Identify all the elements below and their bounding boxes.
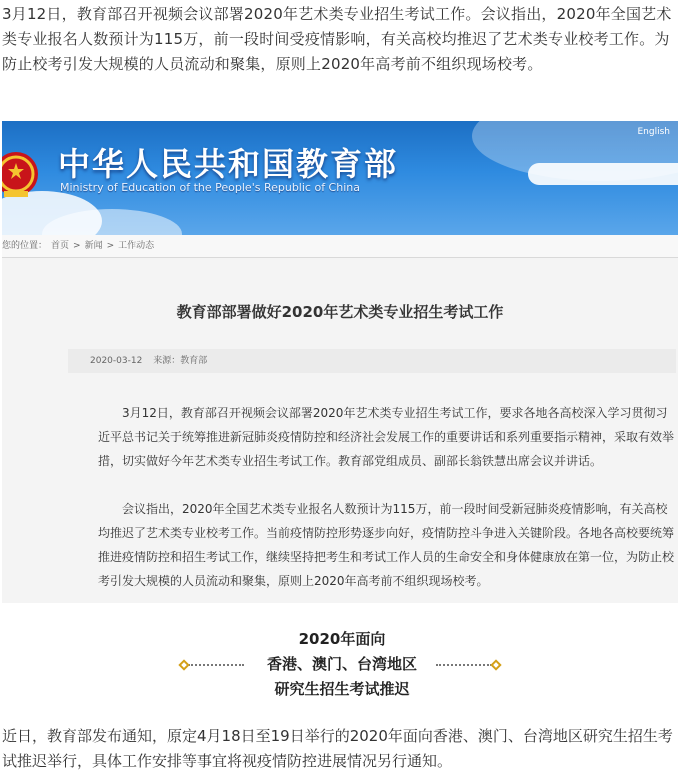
breadcrumb [2, 235, 678, 258]
english-link[interactable]: English [637, 127, 670, 137]
search-input[interactable] [528, 163, 678, 185]
article-paragraph-text: 会议指出，2020年全国艺术类专业报名人数预计为115万，前一段时间受新冠肺炎疫情影响，有关高校均推迟了艺术类专业校考工作。当前疫情防控形势逐步向好，疫情防控斗争进入关键阶段。各地各高校要统筹推进疫情防控和招生考试工作，继续坚持把考生和考试工作人员的生命安全和身体健康放在第一位，为防止校考引发大规模的人员流动和聚集，原则上2020年高考前不组织现场校考。 [98, 502, 675, 588]
diamond-icon [178, 659, 189, 670]
heading-decoration-right [436, 659, 500, 671]
article-paragraph [98, 401, 678, 473]
breadcrumb-prefix: 您的位置： [2, 241, 48, 251]
article-date: 2020-03-12 [90, 356, 143, 366]
embedded-screenshot [2, 121, 678, 603]
article-paragraph-text: 3月12日，教育部召开视频会议部署2020年艺术类专业招生考试工作，要求各地各高校深入学习贯彻习近平总书记关于统筹推进新冠肺炎疫情防控和经济社会发展工作的重要讲话和系列重要指示精神，采取有效举措，切实做好今年艺术类专业招生考试工作。教育部党组成员、副部长翁铁慧出席会议并讲话。 [98, 406, 675, 468]
article-source: 来源：教育部 [153, 356, 208, 366]
breadcrumb-separator: > [106, 241, 115, 251]
breadcrumb-item-news[interactable]: 新闻 [84, 241, 103, 251]
breadcrumb-separator: > [73, 241, 81, 251]
ministry-name-en: Ministry of Education of the People's Republic of China [60, 181, 360, 194]
section-heading-line3: 研究生招生考试推迟 [274, 680, 410, 698]
ministry-banner [2, 121, 678, 235]
diamond-icon [490, 659, 501, 670]
national-emblem-icon [2, 141, 46, 207]
dotted-line [188, 664, 244, 666]
article-title: 教育部部署做好2020年艺术类专业招生考试工作 [176, 303, 504, 321]
breadcrumb-item-work[interactable]: 工作动态 [118, 241, 155, 251]
section-heading-line1: 2020年面向 [298, 630, 386, 648]
breadcrumb-item-home[interactable]: 首页 [51, 241, 70, 251]
intro-paragraph: 3月12日，教育部召开视频会议部署2020年艺术类专业招生考试工作。会议指出，2020年全国艺术类专业报名人数预计为115万，前一段时间受疫情影响，有关高校均推迟了艺术类专业校考工作。为防止校考引发大规模的人员流动和聚集，原则上2020年高考前不组织现场校考。 [2, 5, 672, 73]
ministry-name-cn: 中华人民共和国教育部 [58, 145, 399, 183]
section-heading-line2: 香港、澳门、台湾地区 [266, 655, 417, 673]
article-paragraph [98, 497, 678, 593]
article-meta [68, 349, 676, 373]
heading-decoration-left [180, 659, 244, 671]
dotted-line [436, 664, 492, 666]
section-heading [0, 627, 684, 702]
outro-paragraph: 近日，教育部发布通知，原定4月18日至19日举行的2020年面向香港、澳门、台湾地区研究生招生考试推迟举行，具体工作安排等事宜将视疫情防控进展情况另行通知。 [2, 727, 673, 770]
